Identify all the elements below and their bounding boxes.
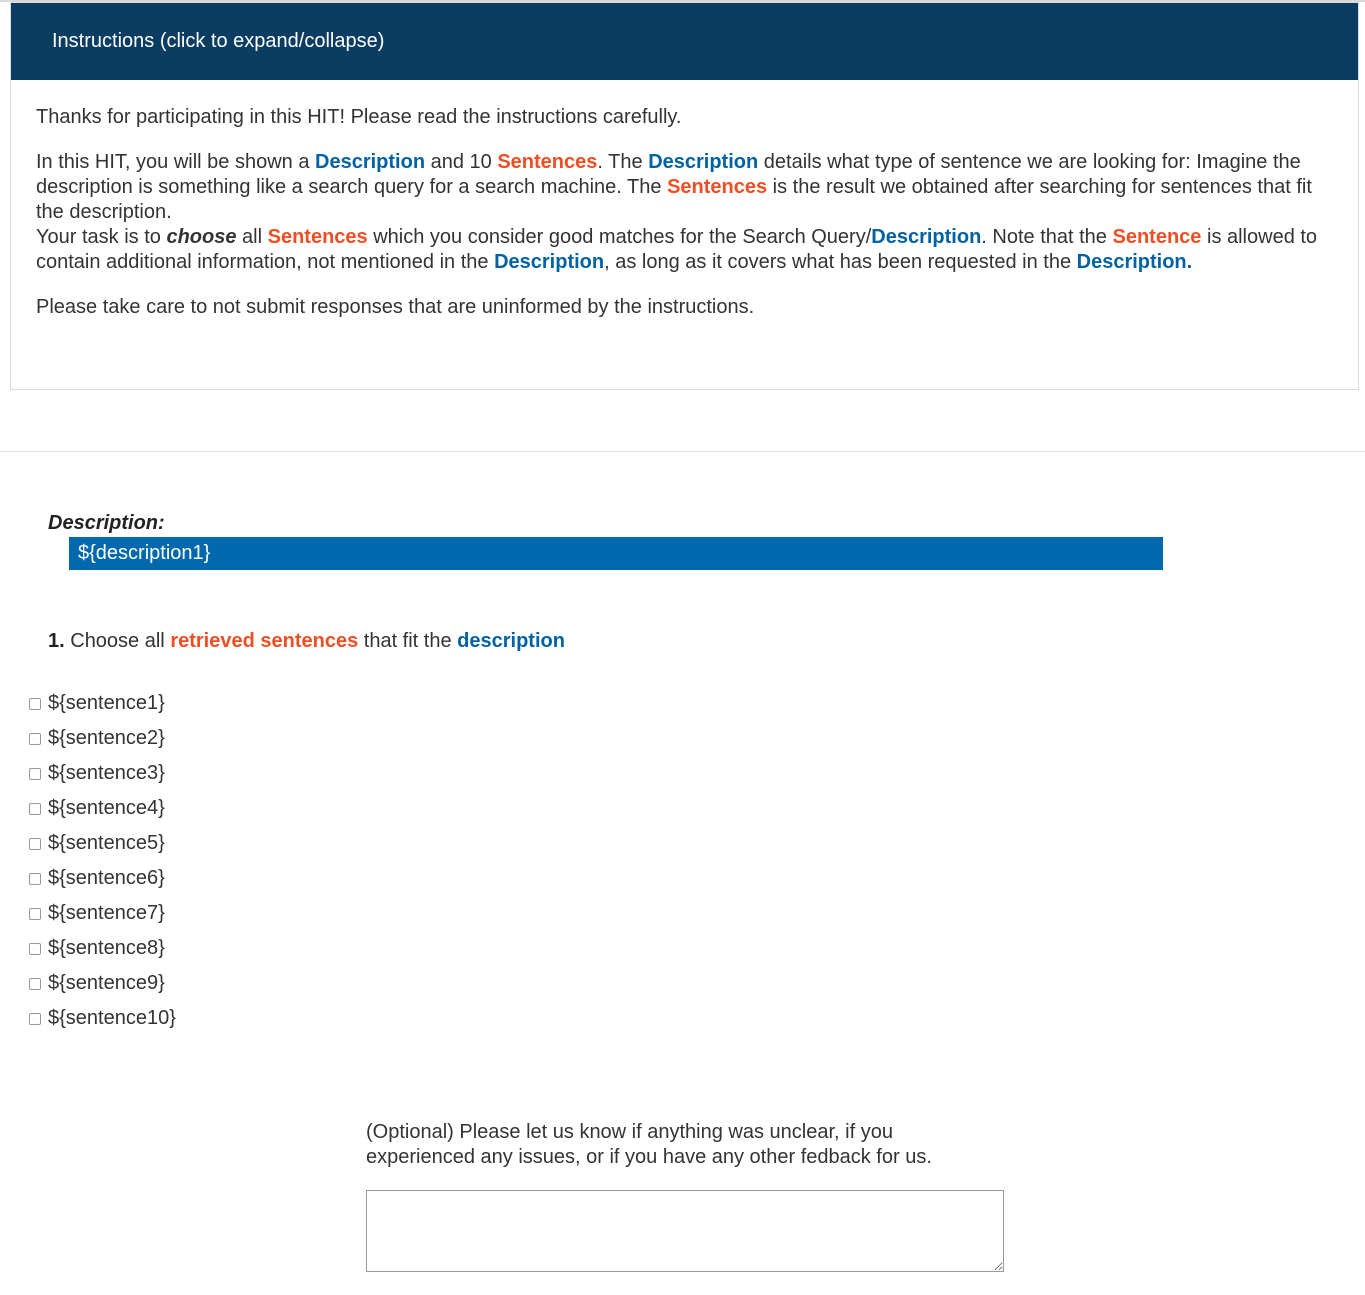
sentence-checkbox[interactable] [29, 768, 41, 780]
text: , as long as it covers what has been requested in the [604, 251, 1077, 273]
instructions-paragraph-task [36, 150, 1333, 225]
sentence-option[interactable] [28, 1000, 176, 1035]
instructions-paragraph-choose [36, 225, 1333, 275]
text: which you consider good matches for the Search Query/ [367, 226, 872, 248]
sentence-label: ${sentence7} [48, 901, 165, 924]
instructions-toggle[interactable]: Instructions (click to expand/collapse) [11, 3, 1358, 80]
instructions-panel [10, 2, 1359, 390]
sentence-checkbox[interactable] [29, 943, 41, 955]
text: that fit the [358, 630, 458, 652]
sentence-option[interactable] [28, 895, 176, 930]
sentence-checkbox[interactable] [29, 873, 41, 885]
instructions-body [11, 80, 1358, 320]
sentence-list [28, 685, 176, 1035]
sentence-label: ${sentence10} [48, 1006, 176, 1029]
description-keyword: description [457, 630, 565, 652]
text: . [1186, 251, 1193, 273]
sentence-option[interactable] [28, 965, 176, 1000]
text: . Note that the [981, 226, 1113, 248]
instructions-closing: Please take care to not submit responses that are uninformed by the instructions. [36, 296, 755, 318]
sentences-keyword: Sentences [497, 151, 598, 173]
text: . The [597, 151, 649, 173]
text: In this HIT, you will be shown a [36, 151, 316, 173]
description-keyword: Description [871, 226, 982, 248]
sentence-checkbox[interactable] [29, 978, 41, 990]
sentence-label: ${sentence8} [48, 936, 165, 959]
sentence-option[interactable] [28, 720, 176, 755]
text: Choose all [64, 630, 171, 652]
text: Your task is to [36, 226, 167, 248]
choose-emphasis: choose [166, 226, 237, 248]
sentences-keyword: Sentences [667, 176, 768, 198]
sentence-label: ${sentence9} [48, 971, 165, 994]
description-keyword: Description [494, 251, 605, 273]
sentence-label: ${sentence4} [48, 796, 165, 819]
question-prompt [48, 630, 565, 653]
sentence-label: ${sentence1} [48, 691, 165, 714]
sentence-label: ${sentence6} [48, 866, 165, 889]
question-number: 1. [48, 630, 65, 652]
text: is the result we obtained after searching for sentences that fit the description. [36, 176, 1312, 223]
sentence-option[interactable] [28, 860, 176, 895]
text: and 10 [425, 151, 498, 173]
sentences-keyword: Sentences [267, 226, 368, 248]
text: is allowed to contain additional information, not mentioned in the [36, 226, 1318, 273]
sentence-label: ${sentence3} [48, 761, 165, 784]
sentence-option[interactable] [28, 790, 176, 825]
description-keyword: Description [648, 151, 759, 173]
sentence-checkbox[interactable] [29, 838, 41, 850]
sentence-checkbox[interactable] [29, 803, 41, 815]
sentence-checkbox[interactable] [29, 908, 41, 920]
feedback-textarea[interactable] [366, 1190, 1004, 1272]
sentence-checkbox[interactable] [29, 698, 41, 710]
sentence-keyword: Sentence [1112, 226, 1202, 248]
sentence-option[interactable] [28, 755, 176, 790]
feedback-label: (Optional) Please let us know if anything was unclear, if you experienced any issues, or if you have any other fedback for us. [366, 1121, 932, 1168]
sentence-label: ${sentence2} [48, 726, 165, 749]
instructions-intro: Thanks for participating in this HIT! Please read the instructions carefully. [36, 106, 682, 128]
description-keyword: Description [315, 151, 426, 173]
section-divider [0, 451, 1365, 452]
text: details what type of sentence we are looking for: Imagine the description is something like a search query for a search machine. The [36, 151, 1301, 198]
description-label: Description: [48, 512, 165, 534]
description-value: ${description1} [69, 537, 1163, 570]
retrieved-keyword: retrieved sentences [170, 630, 359, 652]
sentence-checkbox[interactable] [29, 733, 41, 745]
sentence-option[interactable] [28, 930, 176, 965]
sentence-label: ${sentence5} [48, 831, 165, 854]
sentence-checkbox[interactable] [29, 1013, 41, 1025]
text: all [236, 226, 268, 248]
sentence-option[interactable] [28, 825, 176, 860]
description-keyword: Description [1076, 251, 1187, 273]
sentence-option[interactable] [28, 685, 176, 720]
